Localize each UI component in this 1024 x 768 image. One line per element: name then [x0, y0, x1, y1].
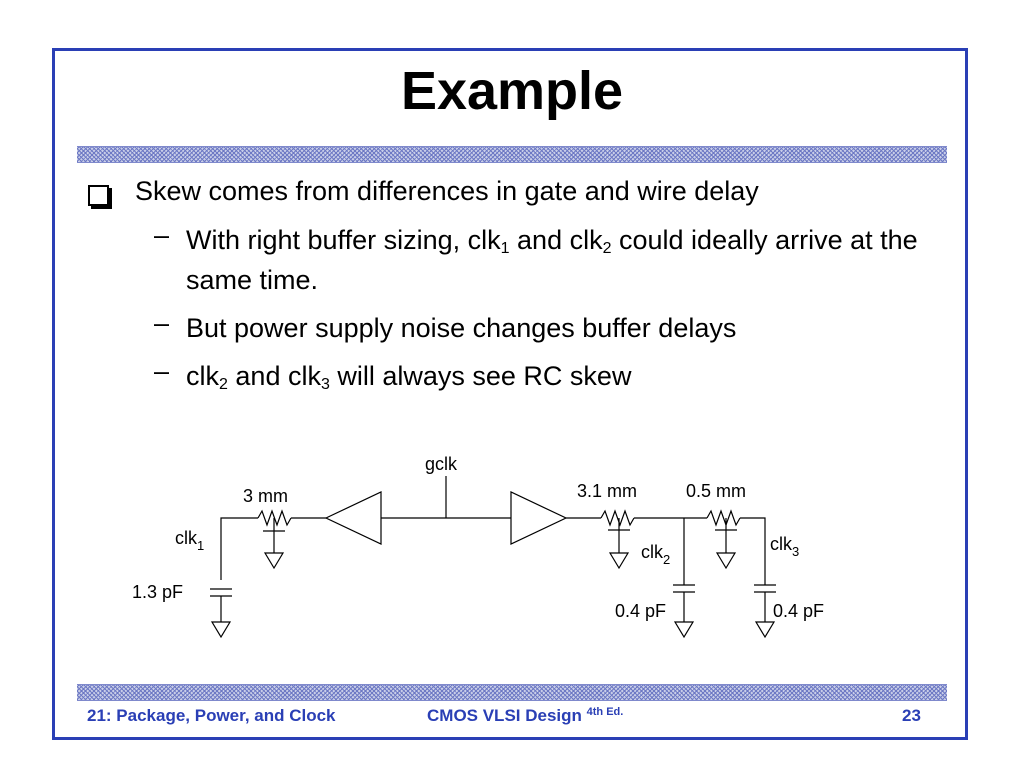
- text-run: and clk: [509, 225, 603, 255]
- wire-clk1: [221, 518, 258, 580]
- edition-superscript: 4th Ed.: [586, 706, 624, 718]
- ground-icon: [610, 553, 628, 568]
- ground-icon: [265, 553, 283, 568]
- cap-0.4pF-right-label: 0.4 pF: [773, 601, 825, 621]
- book-title-text: CMOS VLSI Design: [427, 706, 582, 725]
- ground-icon: [717, 553, 735, 568]
- subscript: 1: [500, 240, 510, 257]
- resistor-0.5mm: [707, 511, 740, 525]
- clk1-subscript: 1: [197, 538, 205, 553]
- text-run: clk: [186, 361, 219, 391]
- cap-0.4pF-mid-label: 0.4 pF: [615, 601, 667, 621]
- wire-3mm-label: 3 mm: [243, 486, 288, 506]
- left-buffer: [326, 492, 381, 544]
- right-buffer: [511, 492, 566, 544]
- sub-bullet-2-text: But power supply noise changes buffer delays: [186, 313, 737, 343]
- clk-text: clk: [641, 542, 663, 562]
- clk3-label: [770, 534, 799, 559]
- dash-marker: –: [154, 356, 170, 386]
- footer-page-number: 23: [902, 706, 921, 725]
- wire-3.1mm-label: 3.1 mm: [577, 481, 638, 501]
- ground-icon: [675, 622, 693, 637]
- clk2-subscript: 2: [663, 552, 671, 567]
- bottom-divider-band: [77, 684, 947, 701]
- bullet-1-text: Skew comes from differences in gate and wire delay: [135, 176, 759, 206]
- clk1-label: [175, 528, 204, 553]
- text-run: will always see RC skew: [329, 361, 632, 391]
- dash-marker: –: [154, 308, 170, 338]
- clk-text: clk: [770, 534, 792, 554]
- clk3-subscript: 3: [792, 544, 800, 559]
- footer-chapter: 21: Package, Power, and Clock: [87, 706, 336, 725]
- ground-icon: [212, 622, 230, 637]
- dash-marker: –: [154, 220, 170, 250]
- gclk-label: gclk: [425, 454, 458, 474]
- subscript: 3: [320, 376, 330, 393]
- subscript: 2: [219, 376, 228, 393]
- resistor-3.1mm: [601, 511, 634, 525]
- footer-book-title: [427, 706, 623, 726]
- clk-text: clk: [175, 528, 197, 548]
- cap-1.3pF-label: 1.3 pF: [132, 582, 184, 602]
- text-run: could ideally arrive at the same time.: [186, 225, 918, 295]
- clk2-label: [641, 542, 670, 567]
- ground-icon: [756, 622, 774, 637]
- wire-0.5mm-label: 0.5 mm: [686, 481, 747, 501]
- text-run: and clk: [227, 361, 321, 391]
- text-run: With right buffer sizing, clk: [186, 225, 501, 255]
- slide-title: Example: [400, 61, 624, 121]
- subscript: 2: [602, 240, 612, 257]
